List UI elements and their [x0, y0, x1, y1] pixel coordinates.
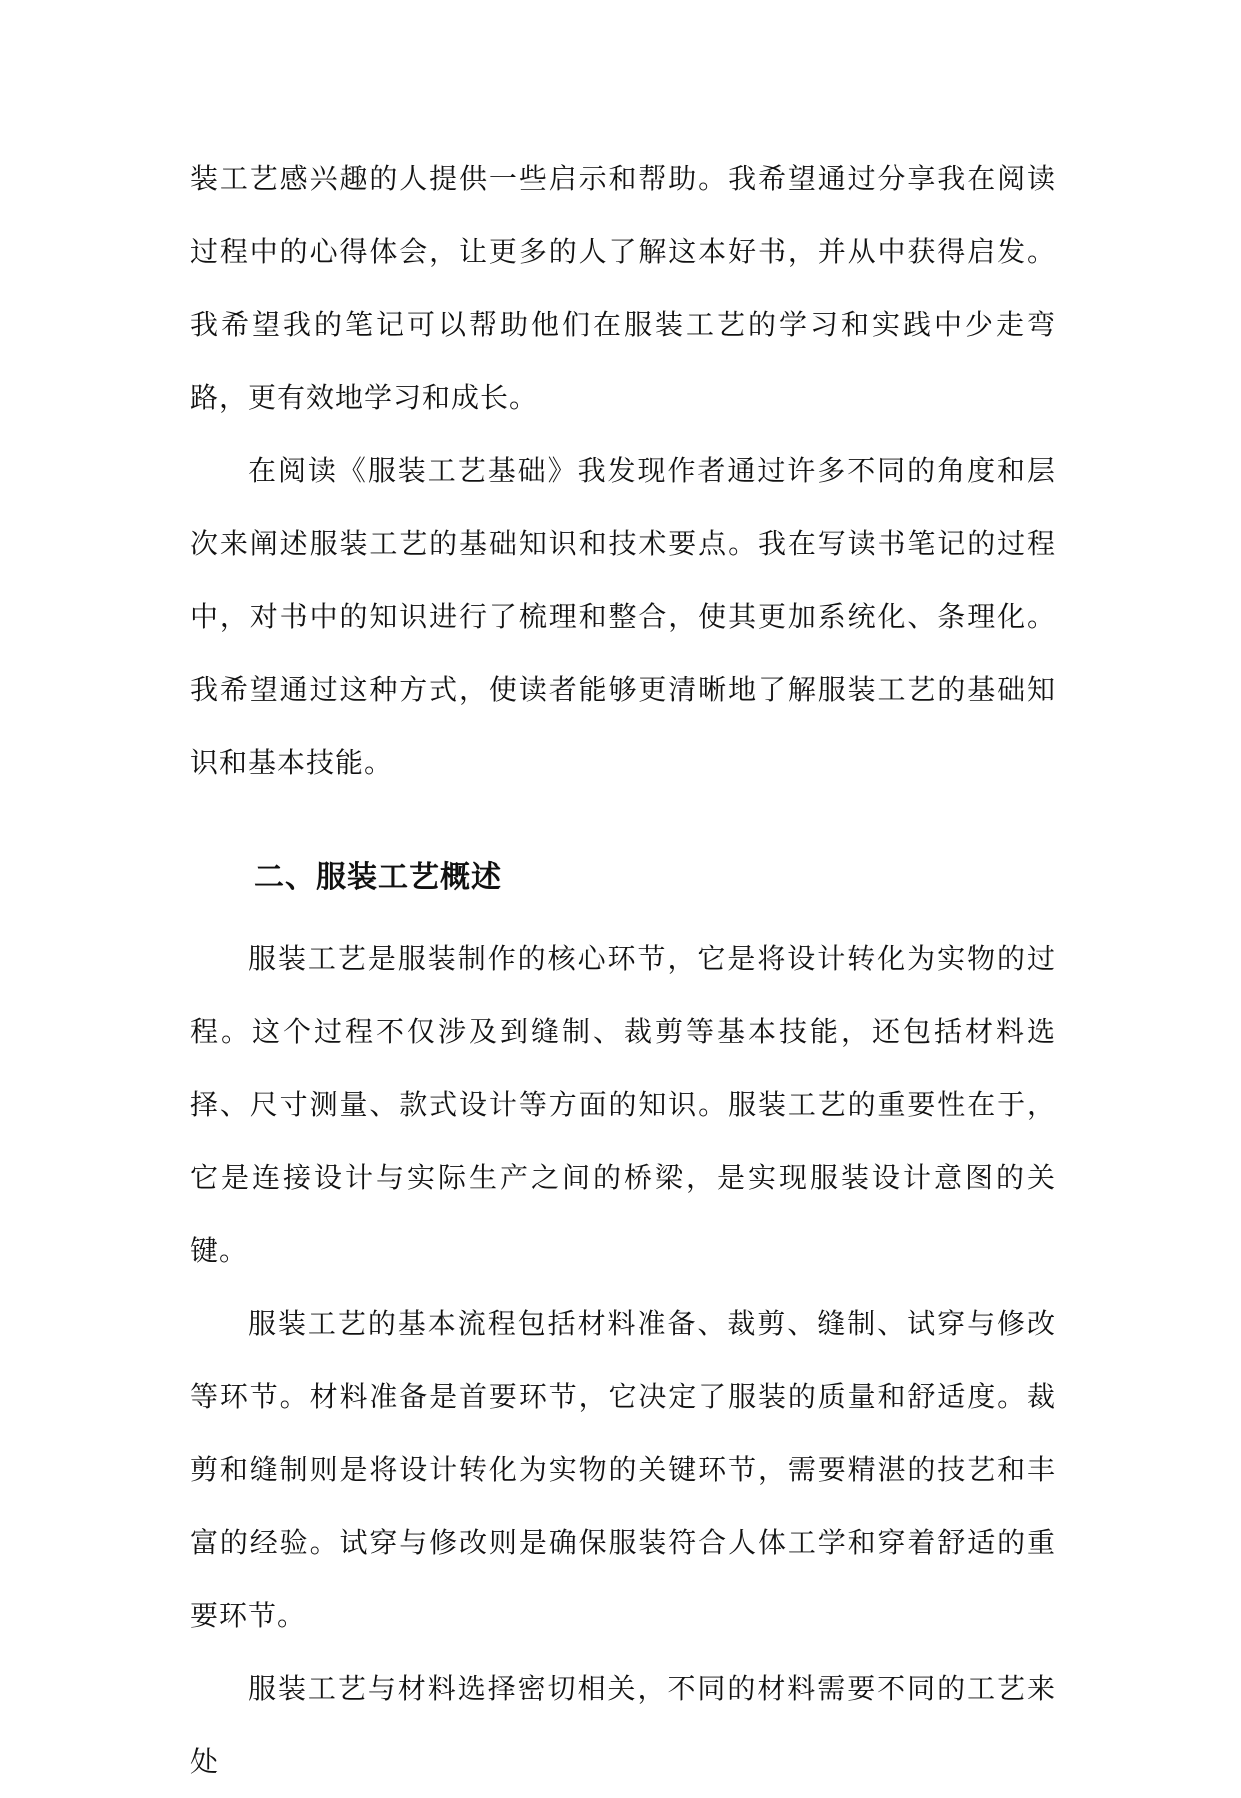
paragraph-continuation: 装工艺感兴趣的人提供一些启示和帮助。我希望通过分享我在阅读过程中的心得体会，让更多的人了解这本好书，并从中获得启发。我希望我的笔记可以帮助他们在服装工艺的学习和实践中少走弯路，更有效地学习和成长。 — [190, 162, 1056, 414]
section-heading: 二、服装工艺概述 — [254, 860, 502, 895]
paragraph: 在阅读《服装工艺基础》我发现作者通过许多不同的角度和层次来阐述服装工艺的基础知识和技术要点。我在写读书笔记的过程中，对书中的知识进行了梳理和整合，使其更加系统化、条理化。我希望通过这种方式，使读者能够更清晰地了解服装工艺的基础知识和基本技能。 — [190, 454, 1056, 779]
paragraph: 服装工艺是服装制作的核心环节，它是将设计转化为实物的过程。这个过程不仅涉及到缝制、裁剪等基本技能，还包括材料选择、尺寸测量、款式设计等方面的知识。服装工艺的重要性在于，它是连接设计与实际生产之间的桥梁，是实现服装设计意图的关键。 — [190, 942, 1056, 1267]
paragraph: 服装工艺的基本流程包括材料准备、裁剪、缝制、试穿与修改等环节。材料准备是首要环节，它决定了服装的质量和舒适度。裁剪和缝制则是将设计转化为实物的关键环节，需要精湛的技艺和丰富的经验。试穿与修改则是确保服装符合人体工学和穿着舒适的重要环节。 — [190, 1307, 1056, 1632]
document-body — [190, 142, 1056, 1798]
paragraph: 服装工艺与材料选择密切相关，不同的材料需要不同的工艺来处 — [190, 1672, 1056, 1778]
